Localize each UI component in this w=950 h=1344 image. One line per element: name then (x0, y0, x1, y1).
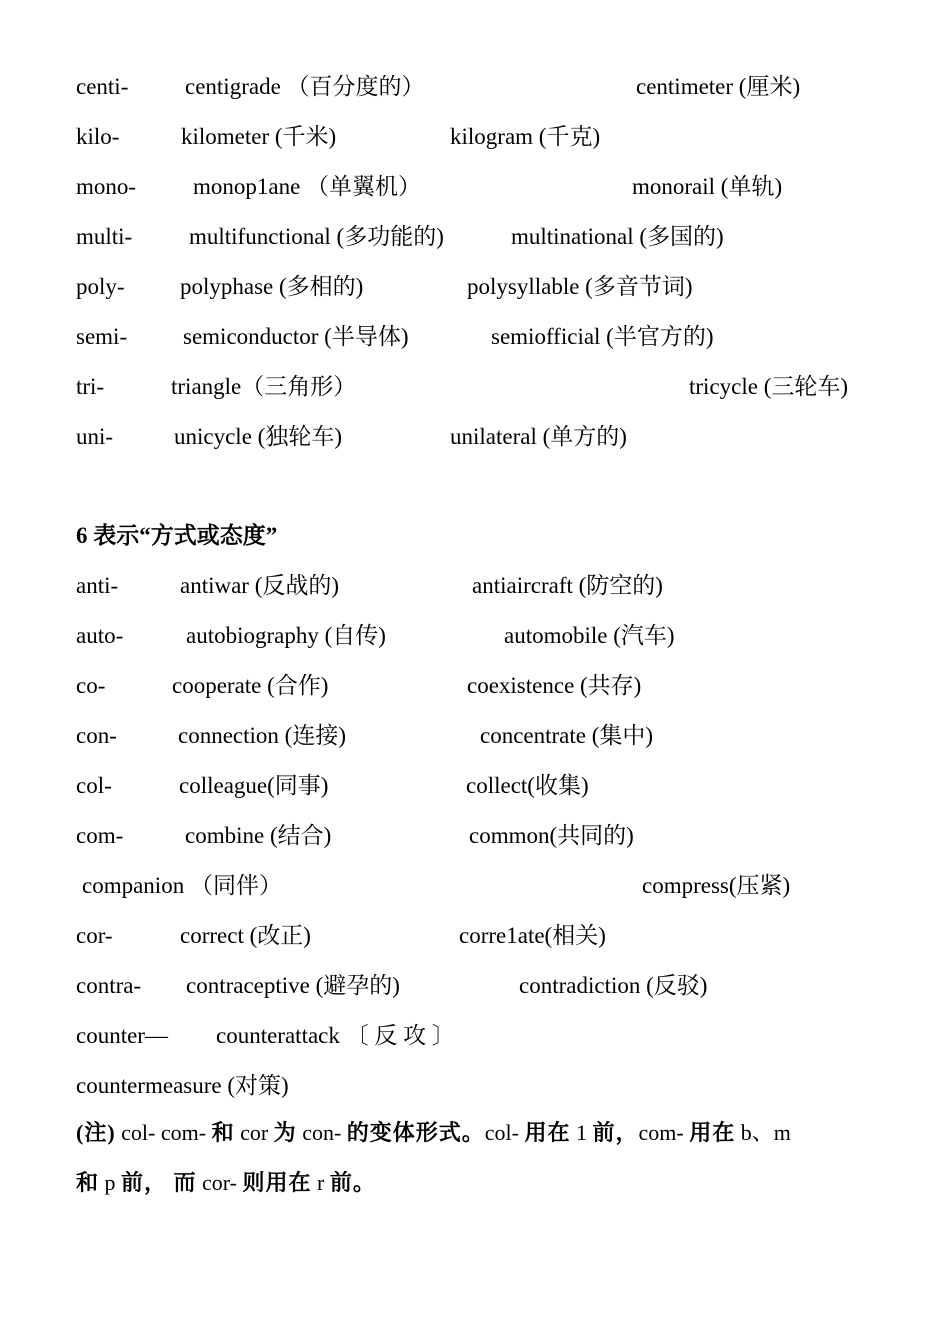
word-row (0, 971, 950, 1001)
example-word-2: compress(压紧) (642, 873, 791, 898)
example-word-2: unilateral (单方的) (450, 424, 627, 449)
word-row (0, 1071, 950, 1101)
example-word-1: multifunctional (多功能的) (189, 224, 444, 249)
note-segment: 和 (211, 1120, 235, 1145)
prefix: col- (76, 773, 112, 798)
word-row (0, 771, 950, 801)
note-segment: r (311, 1170, 330, 1195)
example-word-1: companion （同伴） (82, 873, 282, 898)
example-word-2: common(共同的) (469, 823, 634, 848)
note-segment: 则用在 (242, 1170, 312, 1195)
note-segment: 前。 (329, 1170, 376, 1195)
example-word-2: centimeter (厘米) (636, 74, 801, 99)
prefix: multi- (76, 224, 133, 249)
example-word: countermeasure (对策) (76, 1073, 289, 1098)
example-word-2: corre1ate(相关) (459, 923, 606, 948)
example-word-2: multinational (多国的) (511, 224, 724, 249)
prefix: poly- (76, 274, 125, 299)
prefix: anti- (76, 573, 119, 598)
note-segment: (注) (76, 1120, 116, 1145)
note-segment: b、m (735, 1120, 791, 1145)
prefix: cor- (76, 923, 113, 948)
note-segment: 1 (570, 1120, 593, 1145)
note-segment: cor (234, 1120, 274, 1145)
example-word-1: centigrade （百分度的） (185, 74, 425, 99)
word-row (0, 871, 950, 901)
prefix: contra- (76, 973, 142, 998)
prefix: tri- (76, 374, 105, 399)
word-row (0, 272, 950, 302)
example-word-2: monorail (单轨) (632, 174, 783, 199)
example-word-1: kilometer (千米) (181, 124, 337, 149)
example-word-2: automobile (汽车) (504, 623, 675, 648)
prefix: uni- (76, 424, 114, 449)
example-word-1: autobiography (自传) (186, 623, 386, 648)
note-segment: 的变体形式。 (346, 1120, 485, 1145)
prefix: kilo- (76, 124, 120, 149)
word-row (0, 821, 950, 851)
prefix: mono- (76, 174, 137, 199)
prefix: auto- (76, 623, 124, 648)
word-row (0, 172, 950, 202)
example-word-1: triangle（三角形） (171, 374, 357, 399)
word-row (0, 921, 950, 951)
example-word-2: coexistence (共存) (467, 673, 642, 698)
word-row (0, 422, 950, 452)
example-word-1: monop1ane （单翼机） (193, 174, 422, 199)
example-word-1: semiconductor (半导体) (183, 324, 409, 349)
example-word-1: contraceptive (避孕的) (186, 973, 400, 998)
note-segment: 前， 而 (121, 1170, 197, 1195)
example-word-2: collect(收集) (466, 773, 589, 798)
example-word-1: colleague(同事) (179, 773, 329, 798)
example-word-1: connection (连接) (178, 723, 346, 748)
prefix: semi- (76, 324, 128, 349)
section-heading (0, 521, 950, 551)
example-word-2: polysyllable (多音节词) (467, 274, 693, 299)
note-paragraph (76, 1118, 876, 1198)
word-row (0, 322, 950, 352)
note-segment: 为 (273, 1120, 297, 1145)
section-title: 6 表示“方式或态度” (76, 523, 278, 548)
note-segment: col- (484, 1120, 525, 1145)
example-word-2: tricycle (三轮车) (689, 374, 849, 399)
note-segment: 前， (592, 1120, 639, 1145)
word-row (0, 72, 950, 102)
word-row (0, 571, 950, 601)
example-word-2: antiaircraft (防空的) (472, 573, 663, 598)
note-segment: 和 (76, 1170, 100, 1195)
example-word-1: counterattack 〔 反 攻 〕 (216, 1023, 455, 1048)
prefix: com- (76, 823, 124, 848)
example-word-1: correct (改正) (180, 923, 311, 948)
example-word-2: kilogram (千克) (450, 124, 601, 149)
prefix: centi- (76, 74, 129, 99)
example-word-2: concentrate (集中) (480, 723, 654, 748)
example-word-1: antiwar (反战的) (180, 573, 340, 598)
word-row (0, 372, 950, 402)
prefix: con- (76, 723, 117, 748)
note-line (76, 1168, 376, 1198)
note-segment: com- (638, 1120, 690, 1145)
note-segment: cor- (196, 1170, 243, 1195)
word-row (0, 1021, 950, 1051)
note-segment: 用在 (689, 1120, 736, 1145)
word-row (0, 621, 950, 651)
word-row (0, 721, 950, 751)
prefix: co- (76, 673, 106, 698)
word-row (0, 122, 950, 152)
example-word-1: cooperate (合作) (172, 673, 329, 698)
note-line (76, 1118, 791, 1148)
word-row (0, 222, 950, 252)
example-word-1: unicycle (独轮车) (174, 424, 342, 449)
example-word-1: combine (结合) (185, 823, 332, 848)
example-word-1: polyphase (多相的) (180, 274, 364, 299)
note-segment: p (99, 1170, 122, 1195)
prefix: counter— (76, 1023, 168, 1048)
note-segment: con- (296, 1120, 347, 1145)
word-row (0, 671, 950, 701)
example-word-2: contradiction (反驳) (519, 973, 708, 998)
note-segment: 用在 (524, 1120, 571, 1145)
note-segment: col- com- (115, 1120, 212, 1145)
example-word-2: semiofficial (半官方的) (491, 324, 714, 349)
